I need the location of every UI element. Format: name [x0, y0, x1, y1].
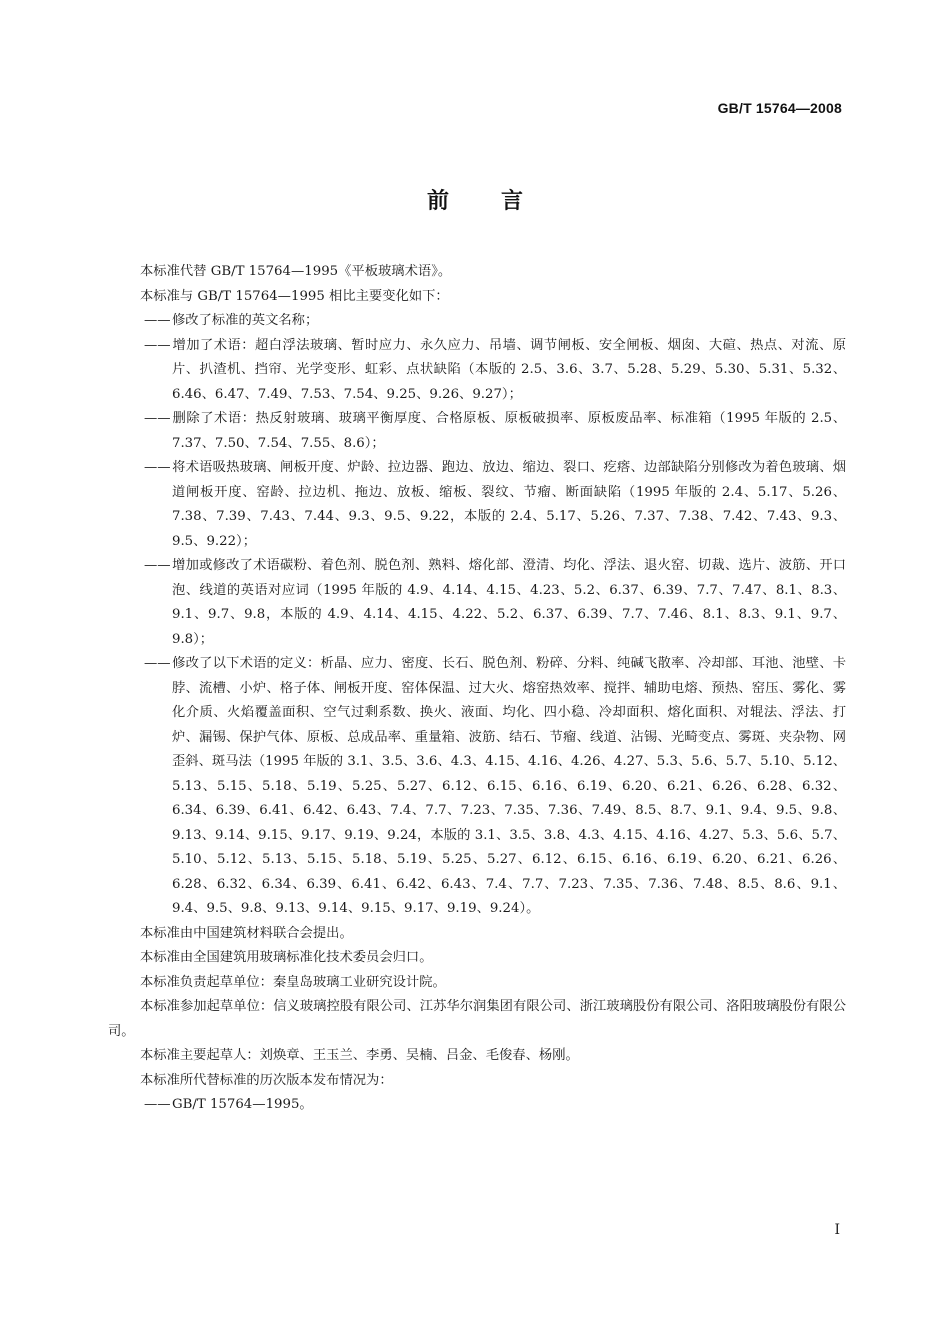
dash-marker: —— — [144, 411, 171, 426]
change-item — [108, 652, 846, 922]
dash-marker: —— — [144, 313, 171, 328]
change-item — [108, 554, 846, 652]
change-item-text: 增加了术语：超白浮法玻璃、暂时应力、永久应力、吊墙、调节闸板、安全闸板、烟囱、大碹、热点、对流、原片、扒渣机、挡帘、光学变形、虹彩、点状缺陷（本版的 2.5、3.6、3.7、5.28、5.29、5.30、5.31、5.32、6.46、6.47、7.49、7.53、7.54、9.25、9.26、9.27）； — [172, 337, 846, 402]
change-item — [108, 334, 846, 408]
change-item-text: 将术语吸热玻璃、闸板开度、炉龄、拉边器、跑边、放边、缩边、裂口、疙瘩、边部缺陷分别修改为着色玻璃、烟道闸板开度、窑龄、拉边机、拖边、放板、缩板、裂纹、节瘤、断面缺陷（1995 年版的 2.4、5.17、5.26、7.38、7.39、7.43、7.44、9.3、9.5、9.22，本版的 2.4、5.17、5.26、7.37、7.38、7.42、7.43、9.3、9.5、9.22）； — [172, 460, 846, 549]
change-item — [108, 456, 846, 554]
change-item-text: 删除了术语：热反射玻璃、玻璃平衡厚度、合格原板、原板破损率、原板废品率、标准箱（1995 年版的 2.5、7.37、7.50、7.54、7.55、8.6）； — [172, 411, 846, 451]
dash-marker: —— — [144, 337, 171, 353]
history-item-text: GB/T 15764—1995。 — [172, 1097, 313, 1112]
change-item — [108, 309, 846, 334]
change-item-text: 修改了标准的英文名称； — [172, 313, 319, 328]
paragraph-drafting-unit: 本标准负责起草单位：秦皇岛玻璃工业研究设计院。 — [140, 974, 446, 990]
page-number: I — [834, 1222, 840, 1238]
change-item-text: 修改了以下术语的定义：析晶、应力、密度、长石、脱色剂、粉碎、分料、纯碱飞散率、冷却部、耳池、池壁、卡脖、流槽、小炉、格子体、闸板开度、窑体保温、过大火、熔窑热效率、搅拌、辅助电熔、预热、窑压、雾化、雾化介质、火焰覆盖面积、空气过剩系数、换火、液面、均化、四小稳、冷却面积、熔化面积、对辊法、浮法、打炉、漏锡、保护气体、原板、总成品率、重量箱、波筋、结石、节瘤、线道、沾锡、光畸变点、雾斑、夹杂物、网歪斜、斑马法（1995 年版的 3.1、3.5、3.6、4.3、4.15、4.16、4.26、4.27、5.3、5.6、5.7、5.10、5.12、5.13、5.15、5.18、5.19、5.25、5.27、6.12、6.15、6.16、6.19、6.20、6.21、6.26、6.28、6.32、6.34、6.39、6.41、6.42、6.43、7.4、7.7、7.23、7.35、7.36、7.49、8.5、8.7、9.1、9.4、9.5、9.8、9.13、9.14、9.15、9.17、9.19、9.24，本版的 3.1、3.5、3.8、4.3、4.15、4.16、4.27、5.3、5.6、5.7、5.10、5.12、5.13、5.15、5.18、5.19、5.25、5.27、6.12、6.15、6.16、6.19、6.20、6.21、6.26、6.28、6.32、6.34、6.39、6.41、6.42、6.43、7.4、7.7、7.23、7.35、7.36、7.48、8.5、8.6、9.1、9.4、9.5、9.8、9.13、9.14、9.15、9.17、9.19、9.24）。 — [172, 656, 846, 916]
paragraph-changes-intro: 本标准与 GB/T 15764—1995 相比主要变化如下： — [140, 288, 449, 304]
paragraph-participating-units: 本标准参加起草单位：信义玻璃控股有限公司、江苏华尔润集团有限公司、浙江玻璃股份有限公司、洛阳玻璃股份有限公司。 — [108, 999, 846, 1039]
paragraph-replaces: 本标准代替 GB/T 15764—1995《平板玻璃术语》。 — [140, 264, 452, 279]
paragraph-main-drafters: 本标准主要起草人：刘焕章、王玉兰、李勇、吴楠、吕金、毛俊春、杨刚。 — [140, 1048, 579, 1063]
dash-marker: —— — [144, 460, 171, 475]
standard-code-header: GB/T 15764—2008 — [717, 100, 842, 116]
dash-marker: —— — [144, 656, 171, 671]
dash-marker: —— — [144, 1097, 171, 1112]
page-title: 前言 — [426, 189, 575, 214]
paragraph-centralized-by: 本标准由全国建筑用玻璃标准化技术委员会归口。 — [140, 950, 433, 965]
change-item — [108, 407, 846, 456]
paragraph-proposed-by: 本标准由中国建筑材料联合会提出。 — [140, 925, 353, 941]
paragraph-history-intro: 本标准所代替标准的历次版本发布情况为： — [140, 1072, 393, 1088]
dash-marker: —— — [144, 558, 171, 573]
history-item — [108, 1093, 846, 1118]
document-body — [108, 260, 846, 1118]
change-item-text: 增加或修改了术语碳粉、着色剂、脱色剂、熟料、熔化部、澄清、均化、浮法、退火窑、切裁、选片、波筋、开口泡、线道的英语对应词（1995 年版的 4.9、4.14、4.15、4.23、5.2、6.37、6.39、7.7、7.47、8.1、8.3、9.1、9.7、9.8，本版的 4.9、4.14、4.15、4.22、5.2、6.37、6.39、7.7、7.46、8.1、8.3、9.1、9.7、9.8）； — [172, 558, 846, 647]
